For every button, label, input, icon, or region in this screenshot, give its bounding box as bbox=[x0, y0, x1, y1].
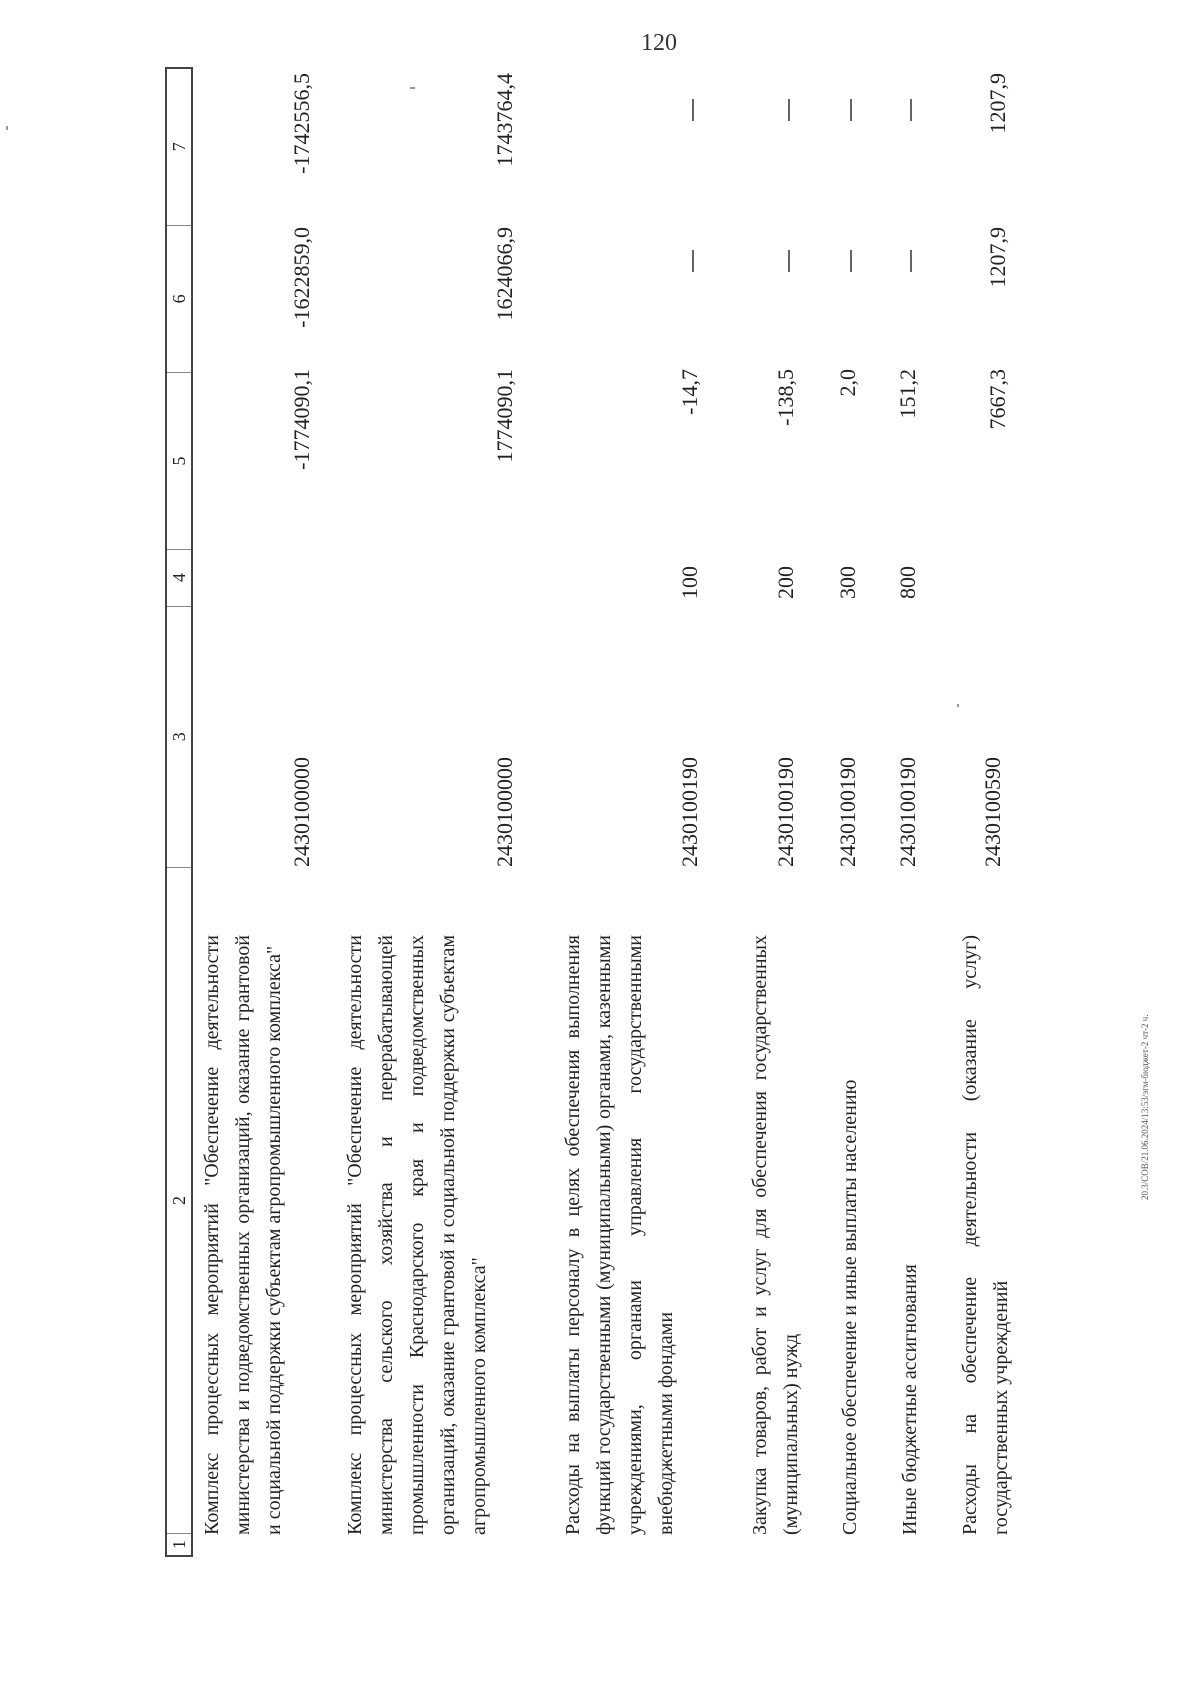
scan-mark bbox=[6, 126, 8, 130]
row-code: 2430100190 bbox=[895, 757, 920, 867]
row-value-col5: -138,5 bbox=[773, 369, 798, 426]
row-description: Комплекс процессных мероприятий "Обеспечение деятельности министерства сельского хозяйства и перерабатывающей промышленности Краснодарского края и подведомственных организаций, оказание грантовой и социальной поддержки субъектам агропромышленного комплекса" bbox=[344, 935, 490, 1535]
header-col-4: 4 bbox=[167, 549, 191, 606]
empty-value-dash bbox=[850, 250, 852, 272]
budget-table bbox=[165, 67, 1200, 1557]
header-col-6: 6 bbox=[167, 225, 191, 373]
header-col-3: 3 bbox=[167, 606, 191, 867]
row-code: 2430100000 bbox=[492, 757, 517, 867]
page-number: 120 bbox=[641, 30, 677, 56]
row-value-col5: -14,7 bbox=[677, 369, 702, 415]
row-code: 2430100190 bbox=[773, 757, 798, 867]
row-vr-code: 200 bbox=[773, 566, 798, 599]
row-description: Социальное обеспечение и иные выплаты населению bbox=[839, 1079, 861, 1535]
row-vr-code: 800 bbox=[895, 566, 920, 599]
row-code: 2430100190 bbox=[835, 757, 860, 867]
row-description: Расходы на обеспечение деятельности (оказание услуг) государственных учреждений bbox=[959, 935, 1012, 1535]
header-col-5: 5 bbox=[167, 372, 191, 549]
row-value-col6: -1622859,0 bbox=[289, 227, 314, 328]
row-description: Расходы на выплаты персоналу в целях обеспечения выполнения функций государственными (муниципальными) органами, казенными учреждениями, органами управления государственными внебюджетными фондами bbox=[562, 935, 677, 1535]
row-value-col5: -1774090,1 bbox=[289, 369, 314, 470]
header-col-2: 2 bbox=[167, 867, 191, 1533]
row-vr-code: 300 bbox=[835, 566, 860, 599]
table-header-row bbox=[165, 67, 193, 1557]
row-vr-code: 100 bbox=[677, 566, 702, 599]
row-code: 2430100590 bbox=[980, 757, 1005, 867]
row-value-col6: 1624066,9 bbox=[492, 227, 517, 321]
row-value-col5: 1774090,1 bbox=[492, 369, 517, 463]
row-code: 2430100190 bbox=[677, 757, 702, 867]
empty-value-dash bbox=[788, 99, 790, 121]
empty-value-dash bbox=[850, 99, 852, 121]
row-code: 2430100000 bbox=[289, 757, 314, 867]
empty-value-dash bbox=[692, 250, 694, 272]
row-description: Иные бюджетные ассигнования bbox=[899, 1264, 921, 1535]
row-value-col7: 1743764,4 bbox=[492, 73, 517, 167]
empty-value-dash bbox=[692, 99, 694, 121]
empty-value-dash bbox=[910, 99, 912, 121]
row-value-col5: 7667,3 bbox=[985, 369, 1010, 430]
row-value-col5: 151,2 bbox=[895, 369, 920, 419]
row-value-col7: 1207,9 bbox=[985, 73, 1010, 134]
row-value-col6: 1207,9 bbox=[985, 227, 1010, 288]
empty-value-dash bbox=[788, 250, 790, 272]
row-value-col5: 2,0 bbox=[835, 369, 860, 397]
row-description: Комплекс процессных мероприятий "Обеспечение деятельности министерства и подведомственных организаций, оказание грантовой и социальной поддержки субъектам агропромышленного комплекса" bbox=[201, 935, 285, 1535]
empty-value-dash bbox=[910, 250, 912, 272]
document-stamp: 20.3/СОВ/21.06.2024/13:53/эгм-бюджет-2 чт-2 ч. bbox=[1140, 1014, 1150, 1200]
header-col-1: 1 bbox=[167, 1533, 191, 1555]
row-description: Закупка товаров, работ и услуг для обеспечения государственных (муниципальных) нужд bbox=[749, 935, 802, 1535]
row-value-col7: -1742556,5 bbox=[289, 73, 314, 174]
header-col-7: 7 bbox=[168, 142, 189, 152]
